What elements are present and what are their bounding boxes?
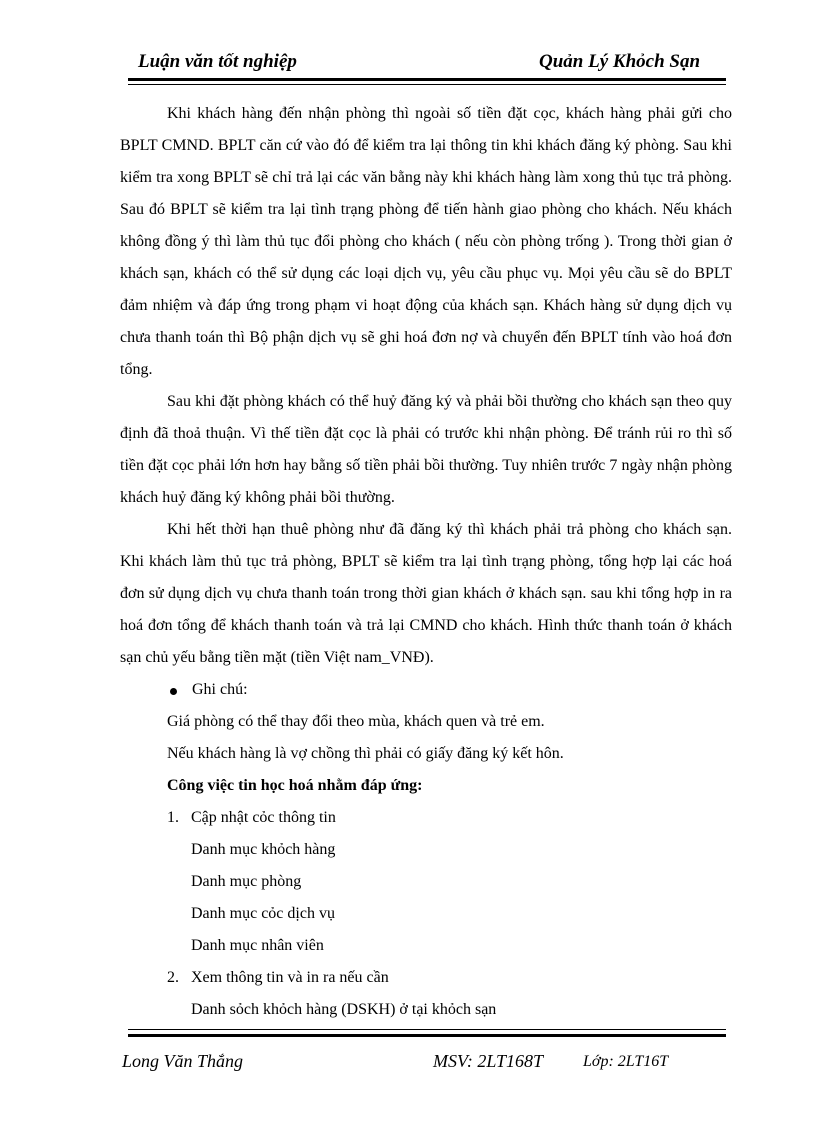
document-body <box>120 98 732 1026</box>
header-rule-thick <box>128 78 726 81</box>
header-rule-thin <box>128 84 726 85</box>
footer-author-name: Long Văn Thắng <box>122 1051 244 1071</box>
task-number: 1. <box>167 809 179 826</box>
bullet-dot-icon <box>170 688 177 695</box>
paragraph-check-in: Khi khách hàng đến nhận phòng thì ngoài số tiền đặt cọc, khách hàng phải gửi cho BPLT CMND. BPLT căn cứ vào đó để kiểm tra lại thông tin khi khách đăng ký phòng. Sau khi kiểm tra xong BPLT sẽ chỉ trả lại các văn bằng này khi khách hàng làm xong thủ tục trả phòng. Sau đó BPLT sẽ kiểm tra lại tình trạng phòng để tiến hành giao phòng cho khách. Nếu khách không đồng ý thì làm thủ tục đổi phòng cho khách ( nếu còn phòng trống ). Trong thời gian ở khách sạn, khách có thể sử dụng các loại dịch vụ, yêu cầu phục vụ. Mọi yêu cầu sẽ do BPLT đảm nhiệm và đáp ứng trong phạm vi hoạt động của khách sạn. Khách hàng sử dụng dịch vụ chưa thanh toán thì Bộ phận dịch vụ sẽ ghi hoá đơn nợ và chuyển đến BPLT tính vào hoá đơn tổng. <box>120 105 732 378</box>
footer-rule-thin <box>128 1029 726 1030</box>
task-item <box>120 802 732 834</box>
footer-rule-thick <box>128 1034 726 1037</box>
task-subitem: Danh sỏch khỏch hàng (DSKH) ở tại khỏch sạn <box>191 1001 497 1018</box>
task-title: Xem thông tin và in ra nếu cần <box>191 969 389 986</box>
header-title-right: Quản Lý Khỏch Sạn <box>539 51 701 72</box>
paragraph-check-out: Khi hết thời hạn thuê phòng như đã đăng ký thì khách phải trả phòng cho khách sạn. Khi khách làm thủ tục trả phòng, BPLT sẽ kiểm tra lại tình trạng phòng, tổng hợp lại các hoá đơn sử dụng dịch vụ chưa thanh toán trong thời gian khách ở khách sạn. sau khi tổng hợp in ra hoá đơn tổng để khách thanh toán và trả lại CMND cho khách. Hình thức thanh toán ở khách sạn chủ yếu bằng tiền mặt (tiền Việt nam_VNĐ). <box>120 521 732 666</box>
task-subitem: Danh mục cỏc dịch vụ <box>191 905 335 922</box>
paragraph-cancellation: Sau khi đặt phòng khách có thể huỷ đăng ký và phải bồi thường cho khách sạn theo quy định đã thoả thuận. Vì thế tiền đặt cọc là phải có trước khi nhận phòng. Để tránh rủi ro thì số tiền đặt cọc phải lớn hơn hay bằng số tiền phải bồi thường. Tuy nhiên trước 7 ngày nhận phòng khách huỷ đăng ký không phải bồi thường. <box>120 393 732 506</box>
note-label: Ghi chú: <box>192 681 248 698</box>
note-line: Giá phòng có thể thay đổi theo mùa, khách quen và trẻ em. <box>167 713 545 730</box>
tasks-heading: Công việc tin học hoá nhằm đáp ứng: <box>167 777 423 794</box>
task-title: Cập nhật cỏc thông tin <box>191 809 336 826</box>
footer-class: Lớp: 2LT16T <box>583 1053 669 1070</box>
header-title-left: Luận văn tốt nghiệp <box>138 51 297 72</box>
note-bullet <box>120 674 732 706</box>
task-subitem: Danh mục nhân viên <box>191 937 324 954</box>
task-item <box>120 962 732 994</box>
task-subitem: Danh mục khỏch hàng <box>191 841 336 858</box>
task-number: 2. <box>167 969 179 986</box>
note-line: Nếu khách hàng là vợ chồng thì phải có giấy đăng ký kết hôn. <box>167 745 564 762</box>
footer-student-id: MSV: 2LT168T <box>433 1051 543 1071</box>
task-subitem: Danh mục phòng <box>191 873 302 890</box>
